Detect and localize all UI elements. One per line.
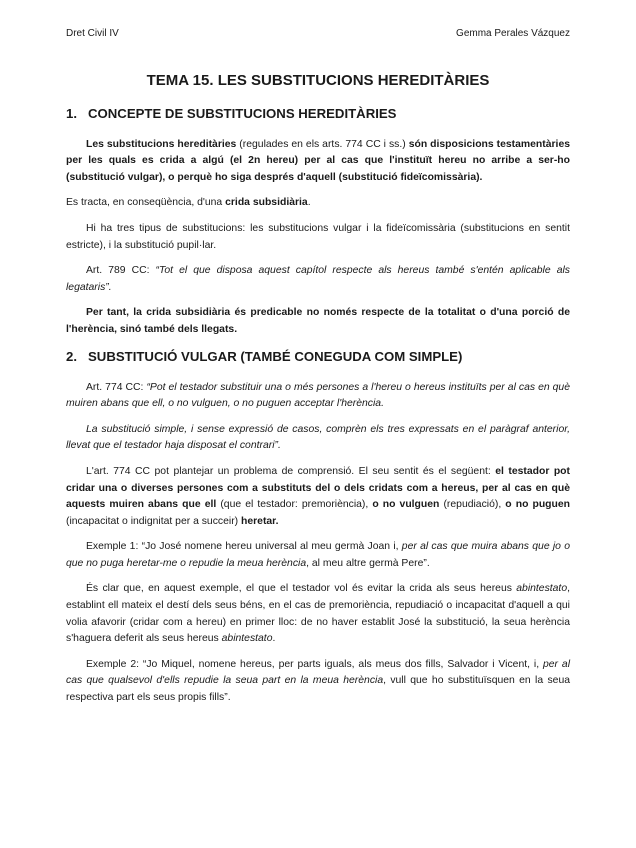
text: (que el testador: premoriència), — [216, 499, 373, 511]
text: L'art. 774 CC pot plantejar un problema de comprensió. El seu sentit és el següent: — [86, 465, 496, 477]
text: Art. 774 CC: — [86, 381, 147, 393]
quote-text: La substitució simple, i sense expressió de casos, comprèn els tres expressats en el paràgraf anterior, llevat que el testador haja disposat el contrari”. — [66, 423, 570, 452]
text: Art. 789 CC: — [86, 265, 156, 277]
section-1-title: CONCEPTE DE SUBSTITUCIONS HEREDITÀRIES — [88, 105, 397, 121]
text: (repudiació), — [439, 499, 506, 511]
paragraph — [66, 380, 570, 413]
text: Es tracta, en conseqüència, d'una — [66, 197, 226, 209]
text: , al meu altre germà Pere”. — [306, 557, 430, 569]
bold-text: o no puguen — [505, 499, 570, 511]
paragraph: Hi ha tres tipus de substitucions: les substitucions vulgar i la fideïcomissària (substitucions en sentit estricte), i la substitució pupil·lar. — [66, 222, 570, 251]
text: . — [272, 633, 276, 645]
bold-text: el testador pot cridar una o diverses persones com a substituts del o dels cridats com a hereus, per al cas en què aquests muiren abans que ell — [66, 465, 570, 511]
paragraph — [66, 263, 570, 296]
bold-text: o no vulguen — [372, 499, 440, 511]
text: , establint ell mateix el destí dels seus béns, en el cas de premoriència, repudiació o incapacitat d'aquell a qui volia afavorir (cridar com a hereu) en primer lloc: de no haver establit José la substitució, la seua herència s'haguera deferit als seus hereus — [66, 583, 570, 645]
italic-text: per al cas que muira abans que jo o que no puga heretar-me o repudie la meua herència — [66, 541, 570, 569]
paragraph — [66, 657, 570, 707]
italic-text: per al cas que qualsevol d'ells repudie la seua part en la meua herència — [66, 658, 570, 687]
bold-text: són disposicions testamentàries per les quals es crida a algú (el 2n hereu) per al cas que l'instituït hereu no arribe a ser-ho (substitució vulgar), o perquè ho siga després d'aquell (substitució fideïcomissària). — [66, 138, 570, 183]
bold-text: Per tant, la crida subsidiària és predicable no només respecte de la totalitat o d'una porció de l'herència, sinó també dels llegats. — [66, 307, 570, 335]
paragraph — [66, 581, 570, 647]
bold-text: heretar. — [241, 515, 279, 527]
bold-text: crida subsidiària — [225, 197, 308, 209]
bold-text: Les substitucions hereditàries — [86, 138, 237, 150]
section-2-title: SUBSTITUCIÓ VULGAR (TAMBÉ CONEGUDA COM SIMPLE) — [88, 348, 463, 364]
quote-text: “Tot el que disposa aquest capítol respecte als hereus també s'entén aplicable als legataris”. — [66, 265, 570, 293]
paragraph — [66, 195, 570, 212]
section-2-number: 2. — [66, 348, 77, 364]
text: , vull que ho substituïsquen en la seua respectiva part els seus propis fills”. — [66, 675, 570, 704]
paragraph — [66, 422, 570, 455]
section-2-heading — [66, 348, 570, 366]
page-header — [66, 26, 570, 43]
header-author: Gemma Perales Vázquez — [456, 28, 570, 39]
text: És clar que, en aquest exemple, el que el testador vol és evitar la crida als seus hereus — [86, 583, 517, 595]
text: . — [307, 197, 311, 209]
document-title: TEMA 15. LES SUBSTITUCIONS HEREDITÀRIES — [146, 71, 490, 89]
paragraph — [66, 464, 570, 530]
text: Exemple 2: “Jo Miquel, nomene hereus, per parts iguals, als meus dos fills, Salvador i Vicent, i, — [86, 658, 543, 670]
italic-text: abintestato — [516, 583, 568, 595]
paragraph — [66, 137, 570, 187]
paragraph — [66, 539, 570, 572]
text: (regulades en els arts. 774 CC i ss.) — [236, 138, 409, 150]
section-1-number: 1. — [66, 105, 77, 121]
quote-text: “Pot el testador substituir una o més persones a l'hereu o hereus instituïts per al cas en què muiren abans que ell, o no vulguen, o no puguen acceptar l'herència. — [66, 381, 570, 410]
text: Exemple 1: “Jo José nomene hereu universal al meu germà Joan i, — [86, 541, 402, 553]
text: (incapacitat o indignitat per a succeir) — [66, 515, 241, 527]
paragraph — [66, 305, 570, 338]
section-1-heading — [66, 105, 570, 123]
italic-text: abintestato — [221, 633, 273, 645]
header-course: Dret Civil IV — [66, 28, 119, 39]
